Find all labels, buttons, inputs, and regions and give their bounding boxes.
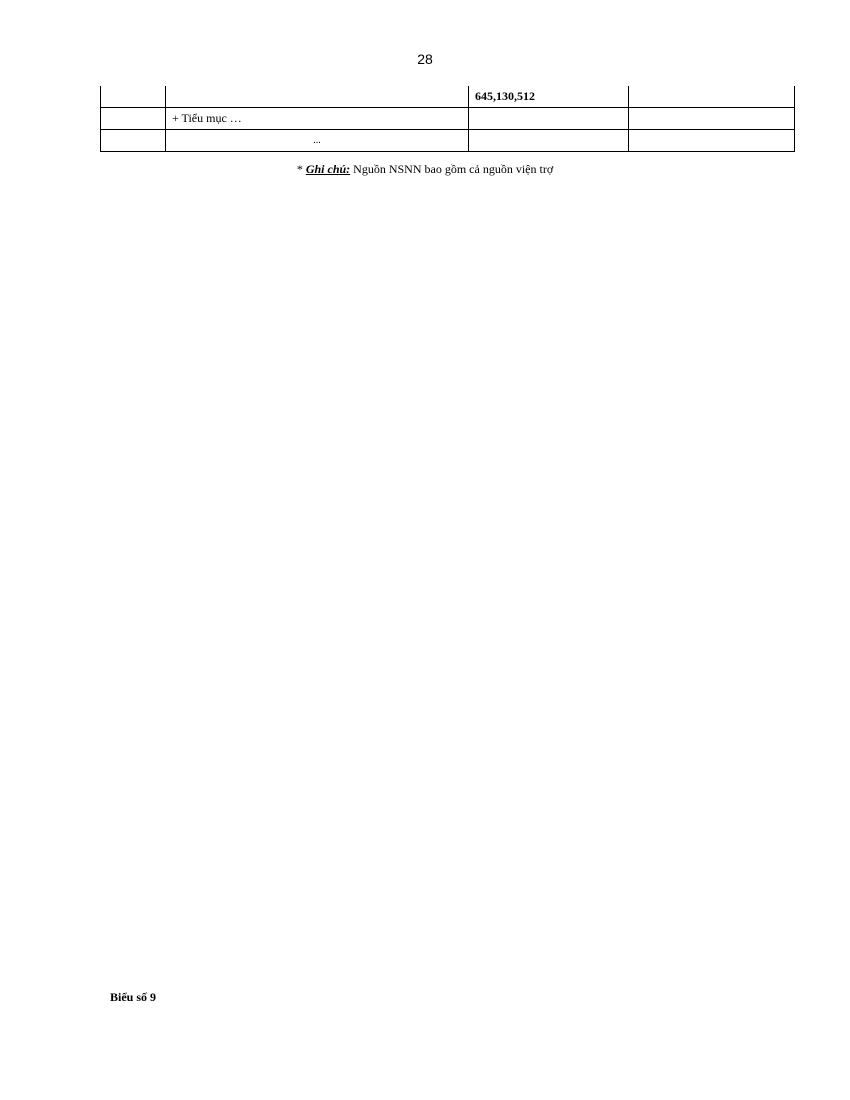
table-cell	[629, 108, 795, 130]
footnote-marker: *	[296, 162, 303, 176]
budget-table	[100, 86, 795, 152]
footnote	[0, 162, 850, 177]
table-cell	[101, 86, 166, 108]
table-cell	[629, 130, 795, 152]
footnote-label: Ghi chú:	[305, 162, 351, 176]
page-number: 28	[417, 51, 433, 67]
table-cell-ellipsis: ...	[166, 130, 469, 152]
table-cell	[629, 86, 795, 108]
table-cell	[469, 108, 629, 130]
table-row	[101, 108, 795, 130]
table-cell-amount: 645,130,512	[469, 86, 629, 108]
footnote-text: Nguồn NSNN bao gồm cả nguồn viện trợ	[353, 162, 554, 176]
form-number-label: Biểu số 9	[110, 990, 157, 1004]
table-cell	[166, 86, 469, 108]
table-cell	[101, 108, 166, 130]
table-cell-subitem: + Tiểu mục …	[166, 108, 469, 130]
table-row	[101, 86, 795, 108]
table-cell	[101, 130, 166, 152]
table-row	[101, 130, 795, 152]
table-cell	[469, 130, 629, 152]
